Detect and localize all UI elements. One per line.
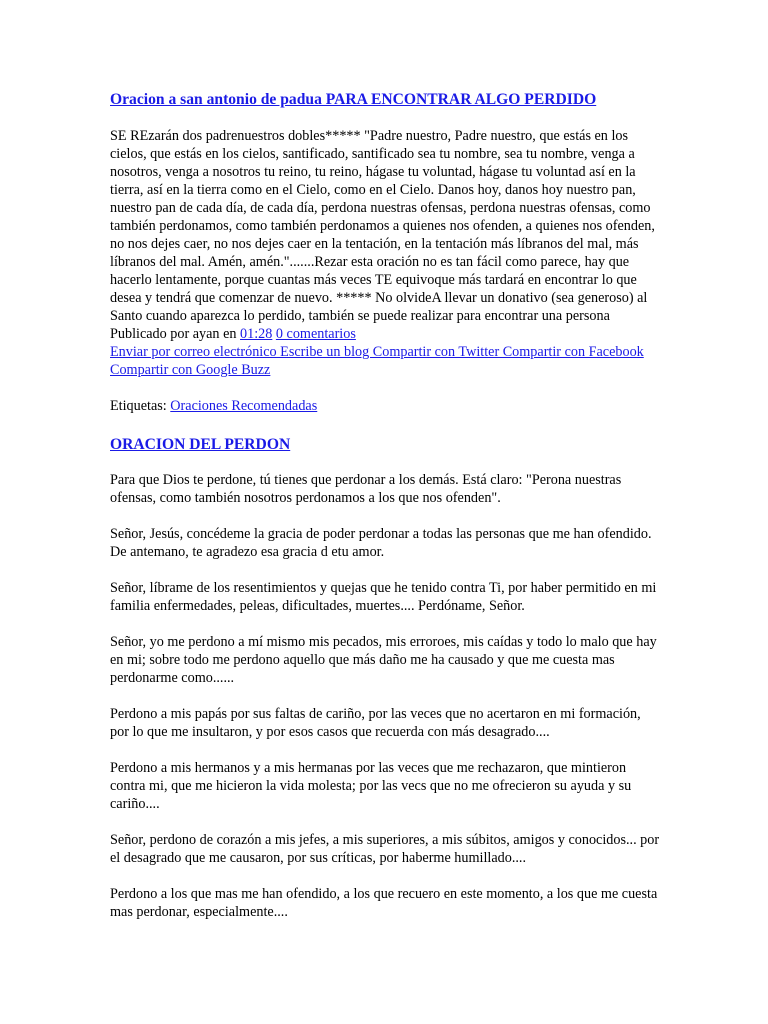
paragraph: Señor, Jesús, concédeme la gracia de poder perdonar a todas las personas que me han ofendido. De antemano, te agradezo esa gracia d etu amor. bbox=[110, 526, 652, 560]
published-by-text: Publicado por ayan en bbox=[110, 326, 241, 342]
blog-content bbox=[110, 90, 660, 921]
share-links-row bbox=[110, 343, 660, 379]
tags-label: Etiquetas: bbox=[110, 398, 171, 414]
post-title-san-antonio[interactable]: Oracion a san antonio de padua PARA ENCONTRAR ALGO PERDIDO bbox=[110, 91, 597, 108]
paragraph: Perdono a mis hermanos y a mis hermanas por las veces que me rechazaron, que mintieron contra mi, que me hicieron la vida molesta; por las vecs que no me ofrecieron su ayuda y su cariño.... bbox=[110, 760, 632, 812]
tag-link-oraciones-recomendadas[interactable]: Oraciones Recomendadas bbox=[170, 398, 318, 414]
comments-link[interactable]: 0 comentarios bbox=[275, 326, 356, 342]
paragraph: Para que Dios te perdone, tú tienes que perdonar a los demás. Está claro: "Perona nuestras ofensas, como también nosotros perdonamos a los que nos ofenden". bbox=[110, 472, 622, 506]
post-tags bbox=[110, 397, 660, 415]
paragraph: Señor, líbrame de los resentimientos y quejas que he tenido contra Ti, por haber permitido en mi familia enfermedades, peleas, dificultades, muertes.... Perdóname, Señor. bbox=[110, 580, 657, 614]
paragraph: Señor, perdono de corazón a mis jefes, a mis superiores, a mis súbitos, amigos y conocidos... por el desagrado que me causaron, por sus críticas, por haberme humillado.... bbox=[110, 832, 660, 866]
post-time-link[interactable]: 01:28 bbox=[240, 326, 273, 342]
post-footer bbox=[110, 325, 660, 343]
paragraph: Señor, yo me perdono a mí mismo mis pecados, mis erroroes, mis caídas y todo lo malo que hay en mi; sobre todo me perdono aquello que más daño me ha causado y que me cuesta mas perdonarme como...... bbox=[110, 634, 657, 686]
share-links[interactable]: Enviar por correo electrónico Escribe un blog Compartir con Twitter Compartir con Facebook Compartir con Google Buzz bbox=[110, 344, 644, 378]
post-body-san-antonio: SE REzarán dos padrenuestros dobles***** "Padre nuestro, Padre nuestro, que estás en los cielos, que estás en los cielos, santificado, santificado sea tu nombre, sea tu nombre, venga a nosotros, venga a nosotros tu reino, tu reino, hágase tu voluntad, hágase tu voluntad así en la tierra, así en la tierra como en el Cielo, como en el Cielo. Danos hoy, danos hoy nuestro pan, nuestro pan de cada día, de cada día, perdona nuestras ofensas, perdona nuestras ofensas, como también perdonamos, como también perdonamos a quienes nos ofenden, a quienes nos ofenden, no nos dejes caer, no nos dejes caer en la tentación, en la tentación más líbranos del mal, más líbranos del mal. Amén, amén.".......Rezar esta oración no es tan fácil como parece, hay que hacerlo lentamente, porque cuantas más veces TE equivoque más tardará en encontrar lo que desea y tendrá que comenzar de nuevo. ***** No olvideA llevar un donativo (sea generoso) al Santo cuando aparezca lo perdido, también se puede realizar para encontrar una persona bbox=[110, 128, 655, 324]
post-title-oracion-del-perdon[interactable]: ORACION DEL PERDON bbox=[110, 436, 291, 453]
paragraph: Perdono a mis papás por sus faltas de cariño, por las veces que no acertaron en mi formación, por lo que me insultaron, y por esos casos que recuerda con más desagrado.... bbox=[110, 706, 641, 740]
paragraph: Perdono a los que mas me han ofendido, a los que recuero en este momento, a los que me cuesta mas perdonar, especialmente.... bbox=[110, 886, 658, 920]
